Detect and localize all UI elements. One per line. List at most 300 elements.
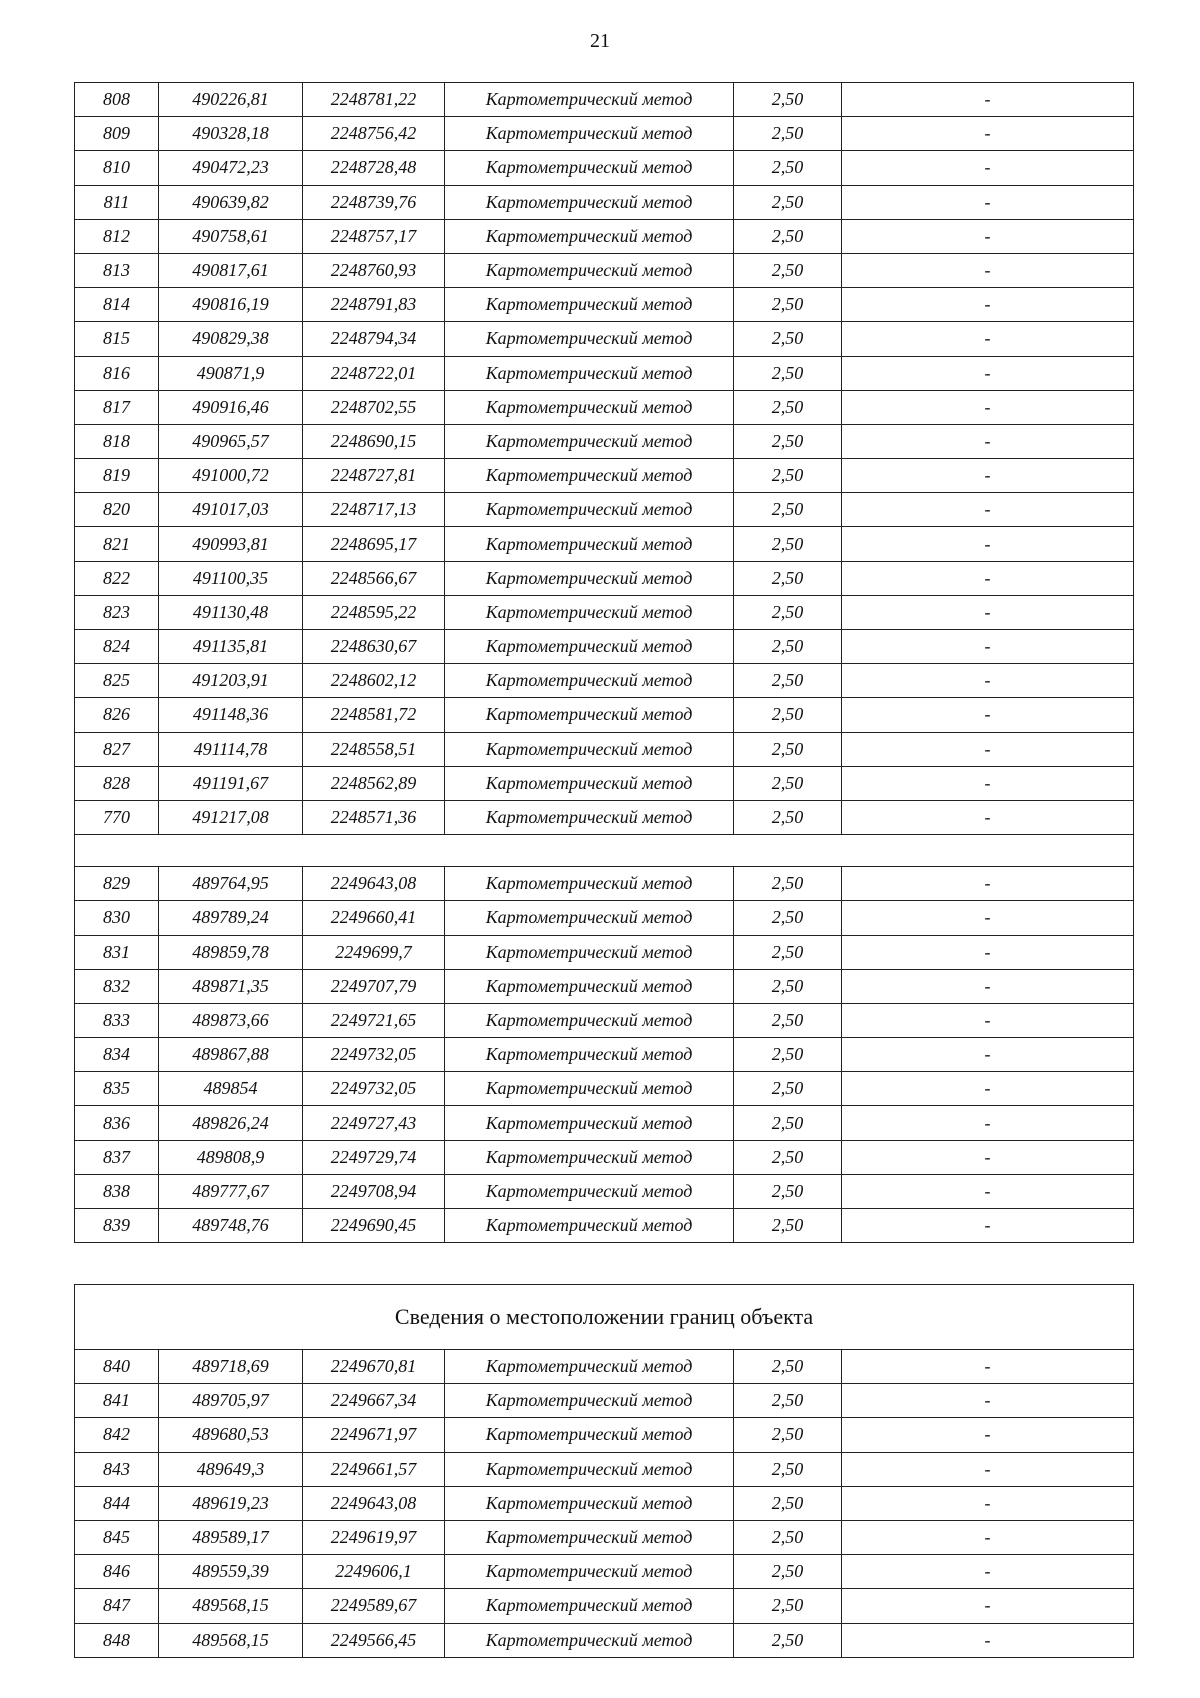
table-row [75, 969, 1134, 1003]
y-coordinate-cell: 2249729,74 [303, 1140, 445, 1174]
accuracy-cell: 2,50 [734, 1486, 842, 1520]
point-number-cell: 826 [75, 698, 159, 732]
method-cell: Картометрический метод [445, 459, 734, 493]
point-number-cell: 815 [75, 322, 159, 356]
x-coordinate-cell: 490993,81 [159, 527, 303, 561]
method-cell: Картометрический метод [445, 1350, 734, 1384]
accuracy-cell: 2,50 [734, 1003, 842, 1037]
method-cell: Картометрический метод [445, 117, 734, 151]
description-cell: - [842, 595, 1134, 629]
y-coordinate-cell: 2249708,94 [303, 1174, 445, 1208]
point-number-cell: 837 [75, 1140, 159, 1174]
method-cell: Картометрический метод [445, 1623, 734, 1657]
point-number-cell: 846 [75, 1555, 159, 1589]
point-number-cell: 831 [75, 935, 159, 969]
table-row [75, 390, 1134, 424]
description-cell: - [842, 1174, 1134, 1208]
method-cell: Картометрический метод [445, 595, 734, 629]
table-row [75, 800, 1134, 834]
description-cell: - [842, 1520, 1134, 1554]
section-title: Сведения о местоположении границ объекта [75, 1285, 1134, 1350]
method-cell: Картометрический метод [445, 390, 734, 424]
accuracy-cell: 2,50 [734, 117, 842, 151]
table-row [75, 1589, 1134, 1623]
description-cell: - [842, 185, 1134, 219]
empty-separator-row [75, 835, 1134, 867]
point-number-cell: 838 [75, 1174, 159, 1208]
description-cell: - [842, 493, 1134, 527]
x-coordinate-cell: 489589,17 [159, 1520, 303, 1554]
x-coordinate-cell: 489826,24 [159, 1106, 303, 1140]
description-cell: - [842, 1140, 1134, 1174]
accuracy-cell: 2,50 [734, 288, 842, 322]
description-cell: - [842, 390, 1134, 424]
method-cell: Картометрический метод [445, 1140, 734, 1174]
accuracy-cell: 2,50 [734, 493, 842, 527]
x-coordinate-cell: 490817,61 [159, 253, 303, 287]
method-cell: Картометрический метод [445, 1174, 734, 1208]
x-coordinate-cell: 489559,39 [159, 1555, 303, 1589]
description-cell: - [842, 766, 1134, 800]
point-number-cell: 827 [75, 732, 159, 766]
point-number-cell: 770 [75, 800, 159, 834]
point-number-cell: 844 [75, 1486, 159, 1520]
description-cell: - [842, 322, 1134, 356]
x-coordinate-cell: 489873,66 [159, 1003, 303, 1037]
x-coordinate-cell: 491000,72 [159, 459, 303, 493]
accuracy-cell: 2,50 [734, 1589, 842, 1623]
y-coordinate-cell: 2249619,97 [303, 1520, 445, 1554]
y-coordinate-cell: 2249606,1 [303, 1555, 445, 1589]
accuracy-cell: 2,50 [734, 1209, 842, 1243]
accuracy-cell: 2,50 [734, 390, 842, 424]
table-row [75, 1174, 1134, 1208]
point-number-cell: 834 [75, 1038, 159, 1072]
table-row [75, 698, 1134, 732]
table-row [75, 1140, 1134, 1174]
accuracy-cell: 2,50 [734, 1555, 842, 1589]
accuracy-cell: 2,50 [734, 356, 842, 390]
empty-separator-cell [75, 835, 1134, 867]
point-number-cell: 818 [75, 424, 159, 458]
y-coordinate-cell: 2248702,55 [303, 390, 445, 424]
point-number-cell: 830 [75, 901, 159, 935]
description-cell: - [842, 117, 1134, 151]
method-cell: Картометрический метод [445, 1418, 734, 1452]
x-coordinate-cell: 489854 [159, 1072, 303, 1106]
y-coordinate-cell: 2248602,12 [303, 664, 445, 698]
accuracy-cell: 2,50 [734, 800, 842, 834]
method-cell: Картометрический метод [445, 1003, 734, 1037]
coordinates-table [74, 82, 1134, 1243]
y-coordinate-cell: 2249566,45 [303, 1623, 445, 1657]
x-coordinate-cell: 490472,23 [159, 151, 303, 185]
description-cell: - [842, 1589, 1134, 1623]
y-coordinate-cell: 2249732,05 [303, 1072, 445, 1106]
y-coordinate-cell: 2248695,17 [303, 527, 445, 561]
accuracy-cell: 2,50 [734, 1452, 842, 1486]
accuracy-cell: 2,50 [734, 561, 842, 595]
table-row [75, 1106, 1134, 1140]
point-number-cell: 836 [75, 1106, 159, 1140]
table-row [75, 1418, 1134, 1452]
description-cell: - [842, 288, 1134, 322]
y-coordinate-cell: 2249670,81 [303, 1350, 445, 1384]
method-cell: Картометрический метод [445, 1589, 734, 1623]
method-cell: Картометрический метод [445, 1555, 734, 1589]
method-cell: Картометрический метод [445, 1520, 734, 1554]
y-coordinate-cell: 2248791,83 [303, 288, 445, 322]
accuracy-cell: 2,50 [734, 630, 842, 664]
x-coordinate-cell: 491217,08 [159, 800, 303, 834]
x-coordinate-cell: 490226,81 [159, 83, 303, 117]
point-number-cell: 839 [75, 1209, 159, 1243]
point-number-cell: 840 [75, 1350, 159, 1384]
y-coordinate-cell: 2249660,41 [303, 901, 445, 935]
accuracy-cell: 2,50 [734, 1418, 842, 1452]
y-coordinate-cell: 2249661,57 [303, 1452, 445, 1486]
accuracy-cell: 2,50 [734, 1520, 842, 1554]
table-row [75, 493, 1134, 527]
x-coordinate-cell: 490965,57 [159, 424, 303, 458]
accuracy-cell: 2,50 [734, 83, 842, 117]
description-cell: - [842, 253, 1134, 287]
point-number-cell: 822 [75, 561, 159, 595]
description-cell: - [842, 219, 1134, 253]
point-number-cell: 819 [75, 459, 159, 493]
y-coordinate-cell: 2248562,89 [303, 766, 445, 800]
x-coordinate-cell: 491017,03 [159, 493, 303, 527]
accuracy-cell: 2,50 [734, 1038, 842, 1072]
accuracy-cell: 2,50 [734, 151, 842, 185]
x-coordinate-cell: 491114,78 [159, 732, 303, 766]
method-cell: Картометрический метод [445, 630, 734, 664]
table-row [75, 459, 1134, 493]
x-coordinate-cell: 489859,78 [159, 935, 303, 969]
x-coordinate-cell: 489718,69 [159, 1350, 303, 1384]
point-number-cell: 821 [75, 527, 159, 561]
accuracy-cell: 2,50 [734, 698, 842, 732]
x-coordinate-cell: 489777,67 [159, 1174, 303, 1208]
point-number-cell: 810 [75, 151, 159, 185]
x-coordinate-cell: 489705,97 [159, 1384, 303, 1418]
method-cell: Картометрический метод [445, 1038, 734, 1072]
y-coordinate-cell: 2249667,34 [303, 1384, 445, 1418]
method-cell: Картометрический метод [445, 151, 734, 185]
description-cell: - [842, 698, 1134, 732]
point-number-cell: 808 [75, 83, 159, 117]
method-cell: Картометрический метод [445, 561, 734, 595]
accuracy-cell: 2,50 [734, 219, 842, 253]
x-coordinate-cell: 489568,15 [159, 1589, 303, 1623]
description-cell: - [842, 935, 1134, 969]
accuracy-cell: 2,50 [734, 595, 842, 629]
method-cell: Картометрический метод [445, 288, 734, 322]
y-coordinate-cell: 2248728,48 [303, 151, 445, 185]
table-row [75, 732, 1134, 766]
method-cell: Картометрический метод [445, 901, 734, 935]
description-cell: - [842, 1418, 1134, 1452]
point-number-cell: 809 [75, 117, 159, 151]
y-coordinate-cell: 2248558,51 [303, 732, 445, 766]
description-cell: - [842, 1038, 1134, 1072]
description-cell: - [842, 1003, 1134, 1037]
method-cell: Картометрический метод [445, 1384, 734, 1418]
point-number-cell: 816 [75, 356, 159, 390]
x-coordinate-cell: 490328,18 [159, 117, 303, 151]
table-row [75, 1520, 1134, 1554]
accuracy-cell: 2,50 [734, 185, 842, 219]
description-cell: - [842, 630, 1134, 664]
accuracy-cell: 2,50 [734, 322, 842, 356]
method-cell: Картометрический метод [445, 1452, 734, 1486]
table-row [75, 595, 1134, 629]
accuracy-cell: 2,50 [734, 901, 842, 935]
table-row [75, 356, 1134, 390]
description-cell: - [842, 1452, 1134, 1486]
y-coordinate-cell: 2248727,81 [303, 459, 445, 493]
table-row [75, 1350, 1134, 1384]
x-coordinate-cell: 489748,76 [159, 1209, 303, 1243]
table-row [75, 935, 1134, 969]
method-cell: Картометрический метод [445, 1106, 734, 1140]
table-row [75, 1038, 1134, 1072]
table-row [75, 1623, 1134, 1657]
y-coordinate-cell: 2248756,42 [303, 117, 445, 151]
method-cell: Картометрический метод [445, 83, 734, 117]
method-cell: Картометрический метод [445, 766, 734, 800]
section-title-row [75, 1285, 1134, 1350]
object-boundaries-table [74, 1284, 1134, 1658]
method-cell: Картометрический метод [445, 253, 734, 287]
y-coordinate-cell: 2248566,67 [303, 561, 445, 595]
x-coordinate-cell: 491148,36 [159, 698, 303, 732]
method-cell: Картометрический метод [445, 185, 734, 219]
method-cell: Картометрический метод [445, 493, 734, 527]
point-number-cell: 835 [75, 1072, 159, 1106]
x-coordinate-cell: 491100,35 [159, 561, 303, 595]
accuracy-cell: 2,50 [734, 664, 842, 698]
method-cell: Картометрический метод [445, 664, 734, 698]
description-cell: - [842, 732, 1134, 766]
accuracy-cell: 2,50 [734, 1106, 842, 1140]
method-cell: Картометрический метод [445, 1209, 734, 1243]
accuracy-cell: 2,50 [734, 253, 842, 287]
description-cell: - [842, 1486, 1134, 1520]
description-cell: - [842, 1350, 1134, 1384]
table-row [75, 322, 1134, 356]
method-cell: Картометрический метод [445, 732, 734, 766]
method-cell: Картометрический метод [445, 867, 734, 901]
table-row [75, 664, 1134, 698]
table-row [75, 901, 1134, 935]
x-coordinate-cell: 490758,61 [159, 219, 303, 253]
accuracy-cell: 2,50 [734, 424, 842, 458]
x-coordinate-cell: 489789,24 [159, 901, 303, 935]
description-cell: - [842, 1555, 1134, 1589]
description-cell: - [842, 664, 1134, 698]
y-coordinate-cell: 2248760,93 [303, 253, 445, 287]
x-coordinate-cell: 490639,82 [159, 185, 303, 219]
description-cell: - [842, 1623, 1134, 1657]
point-number-cell: 812 [75, 219, 159, 253]
y-coordinate-cell: 2249671,97 [303, 1418, 445, 1452]
table-row [75, 1555, 1134, 1589]
description-cell: - [842, 151, 1134, 185]
point-number-cell: 841 [75, 1384, 159, 1418]
description-cell: - [842, 800, 1134, 834]
y-coordinate-cell: 2248595,22 [303, 595, 445, 629]
accuracy-cell: 2,50 [734, 935, 842, 969]
method-cell: Картометрический метод [445, 322, 734, 356]
method-cell: Картометрический метод [445, 1486, 734, 1520]
accuracy-cell: 2,50 [734, 867, 842, 901]
x-coordinate-cell: 489680,53 [159, 1418, 303, 1452]
accuracy-cell: 2,50 [734, 766, 842, 800]
description-cell: - [842, 424, 1134, 458]
x-coordinate-cell: 491203,91 [159, 664, 303, 698]
accuracy-cell: 2,50 [734, 459, 842, 493]
y-coordinate-cell: 2248717,13 [303, 493, 445, 527]
table-row [75, 219, 1134, 253]
description-cell: - [842, 356, 1134, 390]
y-coordinate-cell: 2249727,43 [303, 1106, 445, 1140]
y-coordinate-cell: 2248794,34 [303, 322, 445, 356]
accuracy-cell: 2,50 [734, 1072, 842, 1106]
y-coordinate-cell: 2248581,72 [303, 698, 445, 732]
method-cell: Картометрический метод [445, 356, 734, 390]
method-cell: Картометрический метод [445, 698, 734, 732]
table-row [75, 561, 1134, 595]
point-number-cell: 820 [75, 493, 159, 527]
x-coordinate-cell: 491191,67 [159, 766, 303, 800]
y-coordinate-cell: 2249589,67 [303, 1589, 445, 1623]
method-cell: Картометрический метод [445, 1072, 734, 1106]
x-coordinate-cell: 489871,35 [159, 969, 303, 1003]
y-coordinate-cell: 2248690,15 [303, 424, 445, 458]
point-number-cell: 832 [75, 969, 159, 1003]
y-coordinate-cell: 2248571,36 [303, 800, 445, 834]
accuracy-cell: 2,50 [734, 1140, 842, 1174]
x-coordinate-cell: 489764,95 [159, 867, 303, 901]
accuracy-cell: 2,50 [734, 1350, 842, 1384]
y-coordinate-cell: 2249707,79 [303, 969, 445, 1003]
point-number-cell: 829 [75, 867, 159, 901]
description-cell: - [842, 561, 1134, 595]
x-coordinate-cell: 490829,38 [159, 322, 303, 356]
point-number-cell: 814 [75, 288, 159, 322]
x-coordinate-cell: 490916,46 [159, 390, 303, 424]
y-coordinate-cell: 2248781,22 [303, 83, 445, 117]
x-coordinate-cell: 489619,23 [159, 1486, 303, 1520]
table-row [75, 424, 1134, 458]
accuracy-cell: 2,50 [734, 969, 842, 1003]
method-cell: Картометрический метод [445, 424, 734, 458]
description-cell: - [842, 1384, 1134, 1418]
y-coordinate-cell: 2249721,65 [303, 1003, 445, 1037]
accuracy-cell: 2,50 [734, 1623, 842, 1657]
description-cell: - [842, 867, 1134, 901]
table-row [75, 766, 1134, 800]
description-cell: - [842, 901, 1134, 935]
point-number-cell: 843 [75, 1452, 159, 1486]
coordinates-table-body [75, 83, 1134, 1243]
table-row [75, 867, 1134, 901]
accuracy-cell: 2,50 [734, 527, 842, 561]
point-number-cell: 811 [75, 185, 159, 219]
table-row [75, 185, 1134, 219]
point-number-cell: 842 [75, 1418, 159, 1452]
point-number-cell: 828 [75, 766, 159, 800]
table-row [75, 1384, 1134, 1418]
x-coordinate-cell: 490816,19 [159, 288, 303, 322]
point-number-cell: 817 [75, 390, 159, 424]
description-cell: - [842, 1106, 1134, 1140]
page-number: 21 [590, 30, 610, 52]
method-cell: Картометрический метод [445, 800, 734, 834]
description-cell: - [842, 1072, 1134, 1106]
table-row [75, 1452, 1134, 1486]
table-row [75, 527, 1134, 561]
x-coordinate-cell: 491135,81 [159, 630, 303, 664]
point-number-cell: 847 [75, 1589, 159, 1623]
description-cell: - [842, 83, 1134, 117]
object-boundaries-table-body [75, 1285, 1134, 1658]
table-row [75, 83, 1134, 117]
method-cell: Картометрический метод [445, 935, 734, 969]
accuracy-cell: 2,50 [734, 732, 842, 766]
y-coordinate-cell: 2248757,17 [303, 219, 445, 253]
y-coordinate-cell: 2248739,76 [303, 185, 445, 219]
table-row [75, 151, 1134, 185]
point-number-cell: 825 [75, 664, 159, 698]
table-row [75, 1003, 1134, 1037]
y-coordinate-cell: 2249643,08 [303, 867, 445, 901]
table-row [75, 630, 1134, 664]
x-coordinate-cell: 489649,3 [159, 1452, 303, 1486]
table-row [75, 288, 1134, 322]
description-cell: - [842, 1209, 1134, 1243]
x-coordinate-cell: 491130,48 [159, 595, 303, 629]
table-row [75, 117, 1134, 151]
table-row [75, 253, 1134, 287]
method-cell: Картометрический метод [445, 219, 734, 253]
x-coordinate-cell: 490871,9 [159, 356, 303, 390]
table-row [75, 1209, 1134, 1243]
method-cell: Картометрический метод [445, 969, 734, 1003]
y-coordinate-cell: 2248630,67 [303, 630, 445, 664]
description-cell: - [842, 527, 1134, 561]
y-coordinate-cell: 2249690,45 [303, 1209, 445, 1243]
point-number-cell: 823 [75, 595, 159, 629]
description-cell: - [842, 969, 1134, 1003]
point-number-cell: 813 [75, 253, 159, 287]
method-cell: Картометрический метод [445, 527, 734, 561]
accuracy-cell: 2,50 [734, 1174, 842, 1208]
y-coordinate-cell: 2249732,05 [303, 1038, 445, 1072]
point-number-cell: 848 [75, 1623, 159, 1657]
accuracy-cell: 2,50 [734, 1384, 842, 1418]
y-coordinate-cell: 2249699,7 [303, 935, 445, 969]
x-coordinate-cell: 489867,88 [159, 1038, 303, 1072]
point-number-cell: 833 [75, 1003, 159, 1037]
description-cell: - [842, 459, 1134, 493]
x-coordinate-cell: 489808,9 [159, 1140, 303, 1174]
y-coordinate-cell: 2248722,01 [303, 356, 445, 390]
x-coordinate-cell: 489568,15 [159, 1623, 303, 1657]
point-number-cell: 824 [75, 630, 159, 664]
y-coordinate-cell: 2249643,08 [303, 1486, 445, 1520]
